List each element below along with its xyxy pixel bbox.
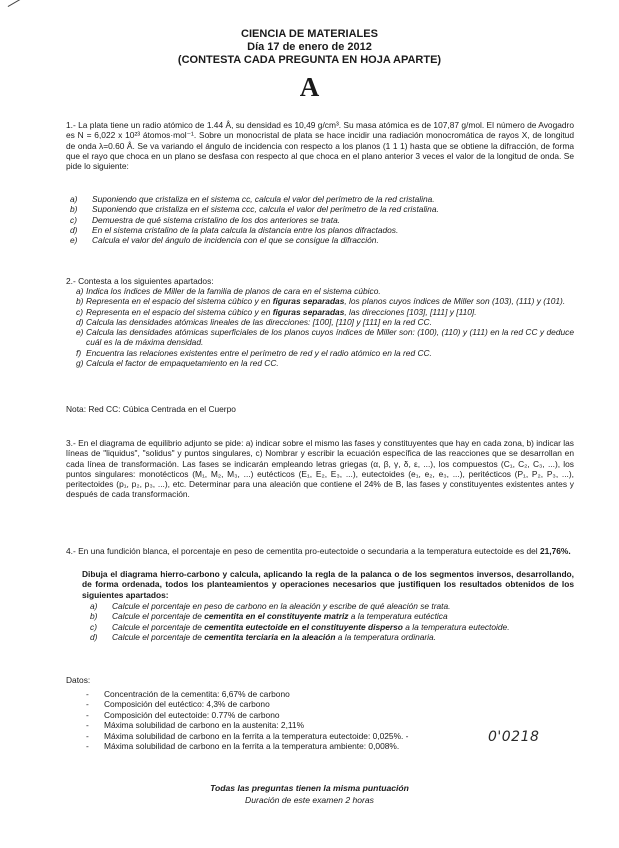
footer-points: Todas las preguntas tienen la misma puntuación <box>210 783 409 793</box>
list-item: b) Calcule el porcentaje de cementita en el constituyente matriz a la temperatura eutéctica <box>90 611 448 622</box>
list-item: e) Calcula el valor del ángulo de incidencia con el que se consigue la difracción. <box>70 235 379 246</box>
list-item: b) Suponiendo que cristaliza en el sistema ccc, calcula el valor del perímetro de la red cristalina. <box>70 204 439 215</box>
list-item: - Composición del eutectoide: 0.77% de carbono <box>86 709 280 720</box>
list-item: a) Indica los índices de Miller de la familia de planos de cara en el sistema cúbico. <box>76 286 381 296</box>
question-2-intro: 2.- Contesta a los siguientes apartados: <box>66 276 214 286</box>
handwritten-annotation: 0'0218 <box>488 729 540 745</box>
list-item: - Concentración de la cementita: 6,67% de carbono <box>86 689 290 699</box>
list-item: g) Calcula el factor de empaquetamiento en la red CC. <box>76 358 279 369</box>
exam-letter: A <box>299 72 320 102</box>
question-4-intro: 4.- En una fundición blanca, el porcentaje en peso de cementita pro-eutectoide o secundaria a la temperatura eutectoide es del 21,76%. <box>66 546 571 556</box>
list-item: - Máxima solubilidad de carbono en la ferrita a la temperatura eutectoide: 0,025%. - <box>86 730 409 741</box>
list-item: c) Representa en el espacio del sistema cúbico y en figuras separadas, las direcciones [103], [111] y [110]. <box>76 306 477 317</box>
list-item: - Máxima solubilidad de carbono en la ferrita a la temperatura ambiente: 0,008%. <box>86 741 400 752</box>
data-label: Datos: <box>66 675 91 685</box>
list-item: - Máxima solubilidad de carbono en la austenita: 2,11% <box>86 720 305 731</box>
question-2-note: Nota: Red CC: Cúbica Centrada en el Cuerpo <box>66 404 236 414</box>
list-item: d) Calcula las densidades atómicas lineales de las direcciones: [100], [110] y [111] en la red CC. <box>76 316 432 327</box>
footer-duration: Duración de este examen 2 horas <box>245 795 374 805</box>
list-item: f) Encuentra las relaciones existentes entre el perímetro de red y el radio atómico en la red CC. <box>76 347 432 358</box>
list-item: d) Calcule el porcentaje de cementita terciaria en la aleación a la temperatura ordinaria. <box>90 631 437 642</box>
course-title: CIENCIA DE MATERIALES <box>241 28 378 40</box>
question-1-intro: 1.- La plata tiene un radio atómico de 1.44 Å, su densidad es 10,49 g/cm³. Su masa atómica es de 107,87 g/mol. El número de Avogadro es N = 6,022 x 10²³ átomos·mol⁻¹. Sobre un monocristal de plata se hace incidir una radiación monocromática de rayos X, de longitud de onda λ=0.60 Å. Se va variando el ángulo de incidencia con respecto a los planos (1 1 1) hasta que se obtiene la difracción, de forma que el rayo que choca en un plano se desfasa con respecto al que choca en el plano anterior 3 veces el valor de la longitud de onda. Se pide lo siguiente: <box>66 120 574 172</box>
list-item: a) Calcule el porcentaje en peso de carbono en la aleación y escribe de qué aleación se trata. <box>90 601 451 611</box>
list-item: c) Calcule el porcentaje de cementita eutectoide en el constituyente disperso a la temperatura eutectoide. <box>90 621 510 632</box>
question-1-items <box>66 194 574 245</box>
list-item: - Composición del eutéctico: 4,3% de carbono <box>86 699 270 710</box>
pen-mark <box>8 0 28 7</box>
list-item: e) Calcula las densidades atómicas superficiales de los planos cuyos índices de Miller son: (100), (110) y (111) en la red CC y deduce cuál es la de máxima densidad. <box>76 327 574 348</box>
question-4-instruction: Dibuja el diagrama hierro-carbono y calcula, aplicando la regla de la palanca o de los segmentos inversos, desarrollando, de forma ordenada, todos los planteamientos y operaciones necesarios que justifiquen los resultados obtenidos de los siguientes apartados: <box>82 569 574 600</box>
question-3-text: 3.- En el diagrama de equilibrio adjunto se pide: a) indicar sobre el mismo las fases y constituyentes que hay en cada zona, b) indicar las líneas de "liquidus", "solidus" y puntos singulares, c) Nombrar y escribir la ecuación específica de las reacciones que se desarrollan en cada línea de transformación. Las fases se indicarán empleando letras griegas (α, β, γ, δ, ε, ...), los compuestos (C₁, C₂, C₃, ...), los puntos singulares: monotécticos (M₁, M₂, M₃, ...) eutécticos (E₁, E₂, E₃, ...), eutectoides (e₁, e₂, e₃, ...), peritécticos (P₁, P₂, P₃, ...), peritectoides (p₁, p₂, p₃, ...), etc. Determinar para una aleación que contiene el 24% de B, las fases y constituyentes existentes antes y después de cada transformación. <box>66 438 574 500</box>
question-4-items <box>86 601 574 642</box>
question-2-items <box>76 286 574 368</box>
exam-date: Día 17 de enero de 2012 <box>247 41 372 53</box>
list-item: d) En el sistema cristalino de la plata calcula la distancia entre los planos difractados. <box>70 224 399 235</box>
data-list <box>82 689 552 751</box>
list-item: c) Demuestra de qué sistema cristalino de los dos anteriores se trata. <box>70 214 341 225</box>
list-item: b) Representa en el espacio del sistema cúbico y en figuras separadas, los planos cuyos índices de Miller son (103), (111) y (101). <box>76 296 566 307</box>
list-item: a) Suponiendo que cristaliza en el sistema cc, calcula el valor del perímetro de la red cristalina. <box>70 194 435 204</box>
exam-instruction: (CONTESTA CADA PREGUNTA EN HOJA APARTE) <box>177 54 442 66</box>
